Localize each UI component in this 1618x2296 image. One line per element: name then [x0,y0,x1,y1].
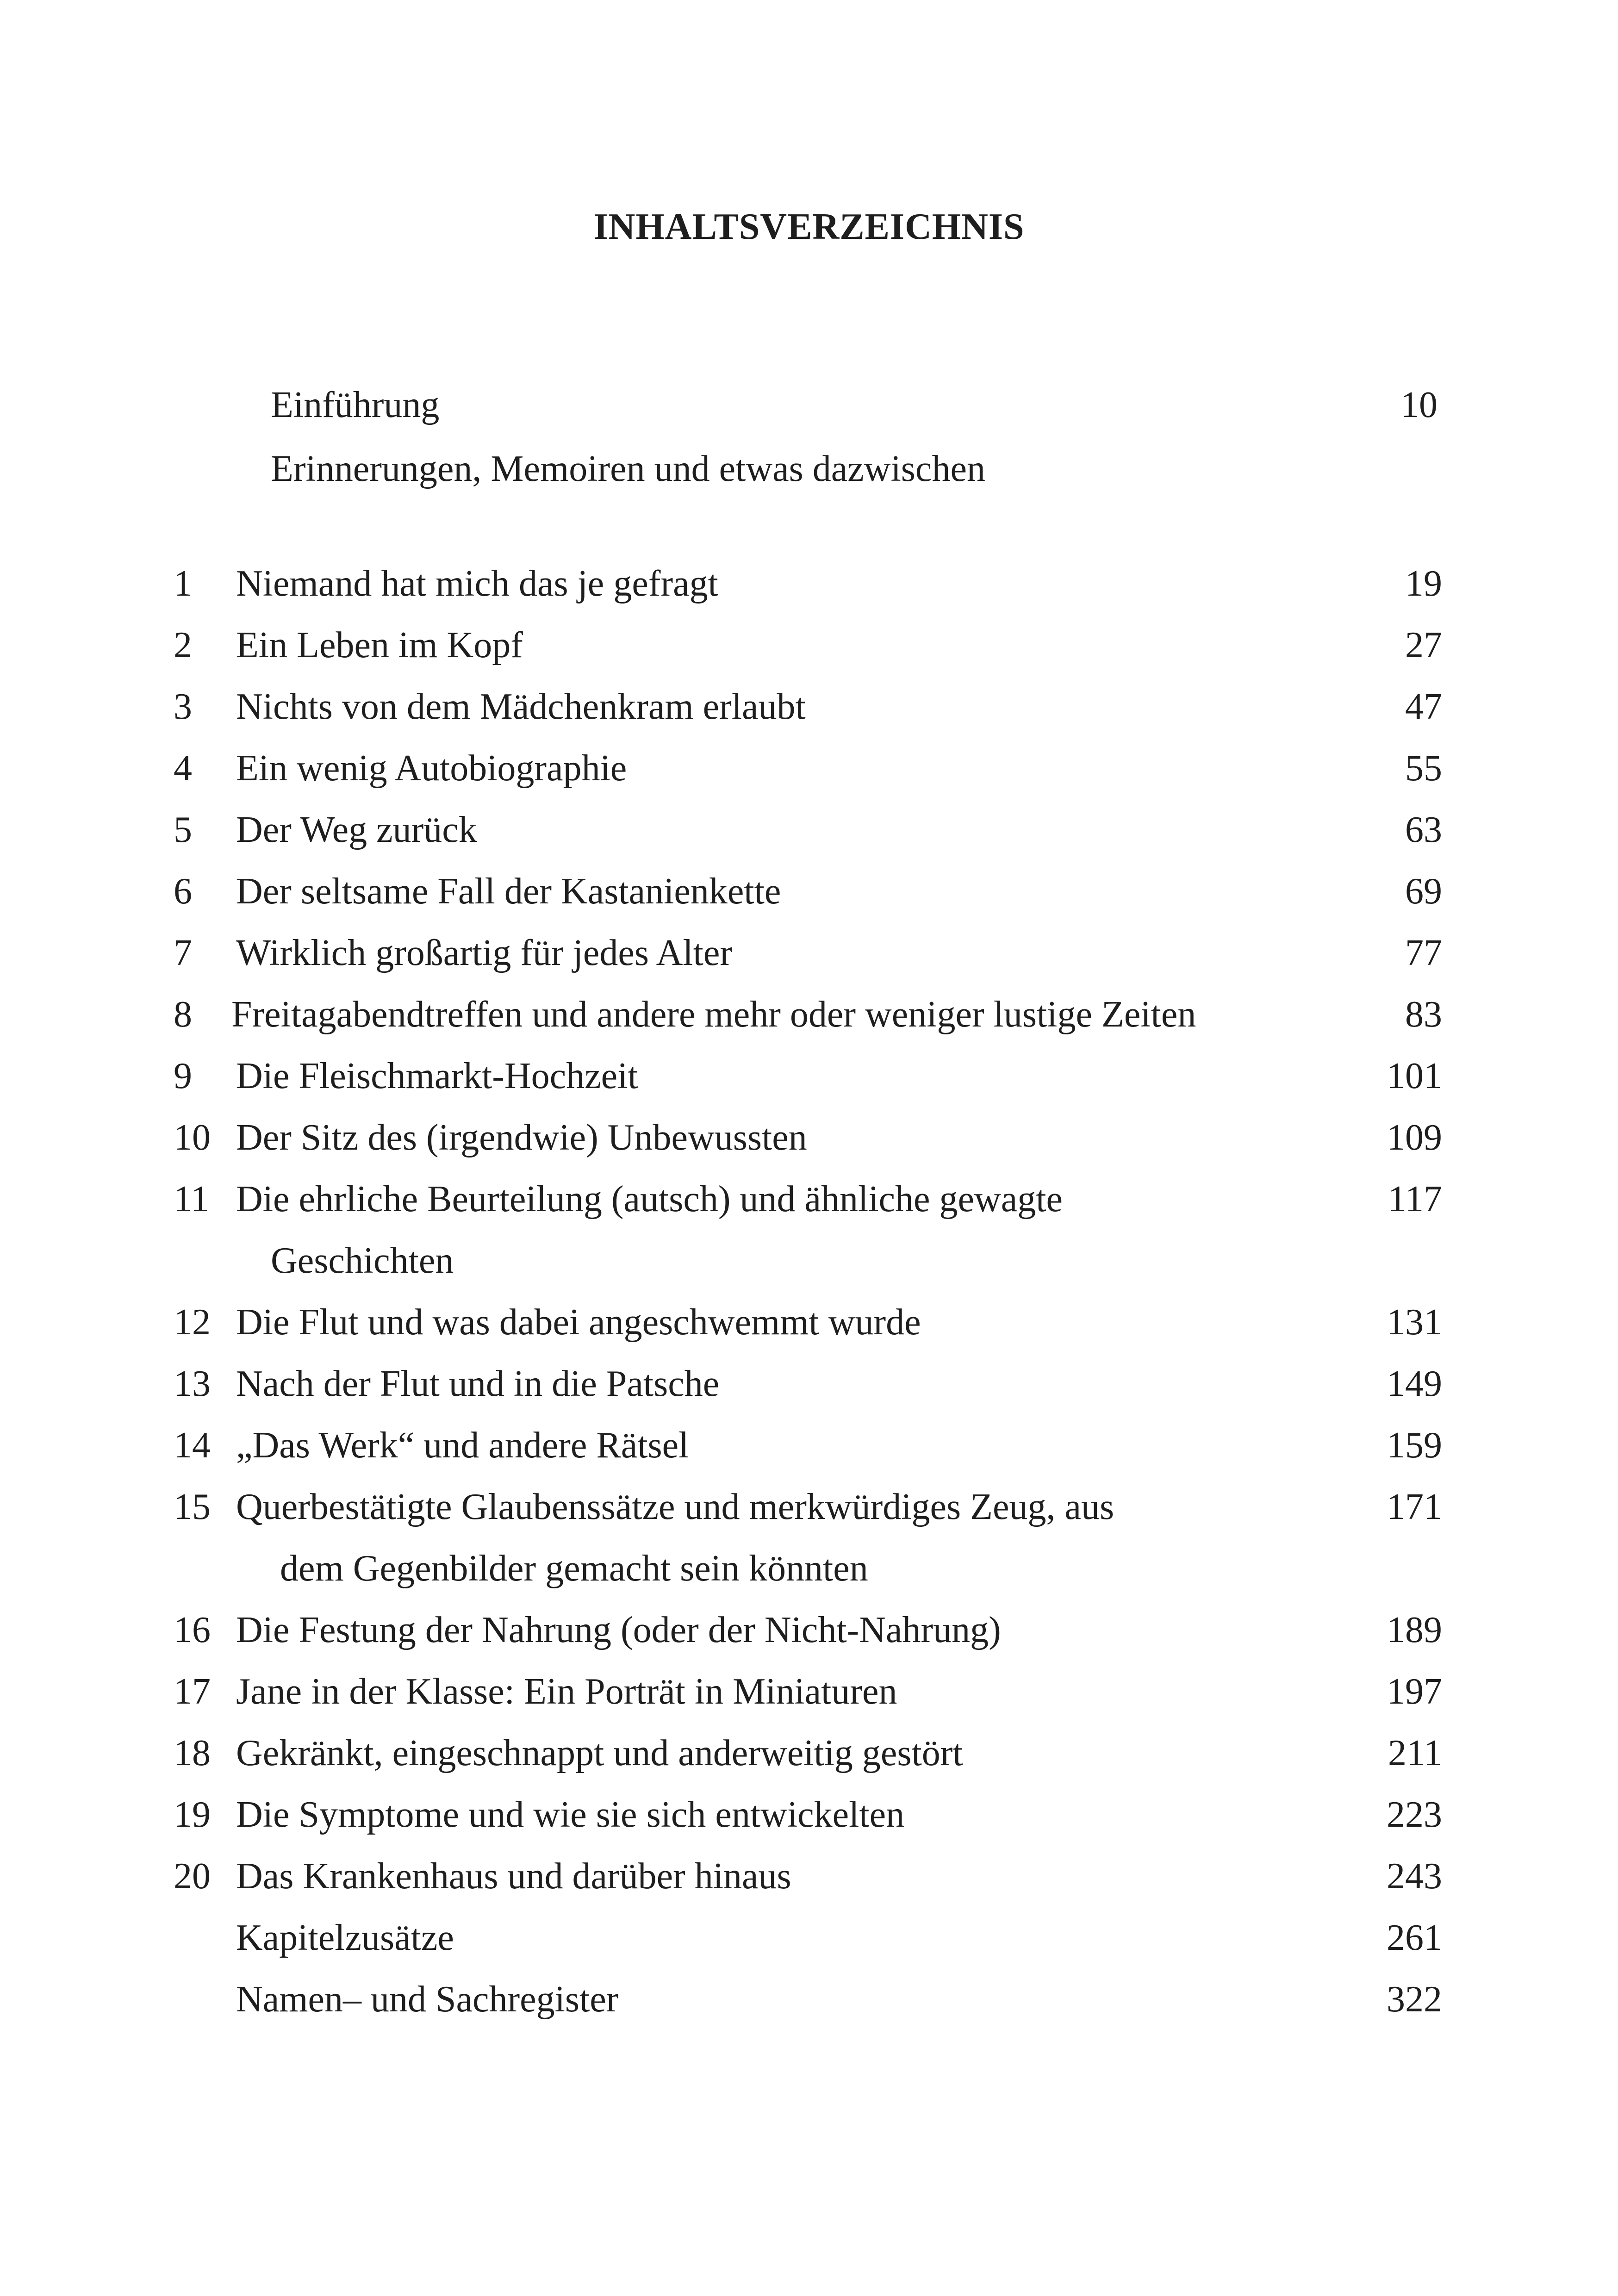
chapter-title: Nichts von dem Mädchenkram erlaubt [236,686,806,727]
toc-entry [0,676,1618,738]
chapter-page-number: 77 [1405,933,1442,973]
chapter-number: 7 [174,933,192,973]
chapter-number: 18 [174,1733,211,1773]
chapter-title-continuation: Geschichten [271,1240,454,1281]
chapter-title: Gekränkt, eingeschnappt und anderweitig gestört [236,1733,963,1773]
chapter-number: 19 [174,1794,211,1835]
toc-entry [0,1353,1618,1415]
toc-entry [0,1292,1618,1353]
chapter-page-number: 109 [1387,1117,1442,1158]
intro-subtitle: Erinnerungen, Memoiren und etwas dazwischen [271,448,985,489]
chapter-page-number: 101 [1387,1056,1442,1096]
toc-entry [0,1169,1618,1292]
chapter-number: 16 [174,1610,211,1650]
chapter-page-number: 189 [1387,1610,1442,1650]
chapter-title: Jane in der Klasse: Ein Porträt in Miniaturen [236,1671,897,1712]
intro-title: Einführung [271,385,440,425]
chapter-number: 14 [174,1425,211,1466]
chapter-title: Wirklich großartig für jedes Alter [236,933,732,973]
toc-entry [0,1107,1618,1169]
toc-entry [0,1661,1618,1723]
chapter-page-number: 149 [1387,1363,1442,1404]
chapter-title-continuation: dem Gegenbilder gemacht sein könnten [280,1548,868,1589]
toc-entry [0,553,1618,615]
chapter-title: Ein Leben im Kopf [236,625,523,666]
chapter-page-number: 223 [1387,1794,1442,1835]
chapter-page-number: 69 [1405,871,1442,912]
chapter-page-number: 197 [1387,1671,1442,1712]
chapter-page-number: 19 [1405,563,1442,604]
toc-entry [0,984,1618,1045]
chapter-title: Die Symptome und wie sie sich entwickelten [236,1794,905,1835]
toc-entry [0,922,1618,984]
chapter-page-number: 47 [1405,686,1442,727]
chapter-number: 4 [174,748,192,789]
chapter-number: 1 [174,563,192,604]
toc-entry [0,1907,1618,1969]
toc-entry [0,1415,1618,1476]
chapter-number: 2 [174,625,192,666]
chapter-number: 5 [174,809,192,850]
toc-entry [0,1969,1618,2030]
chapter-number: 17 [174,1671,211,1712]
page-title: INHALTSVERZEICHNIS [593,206,1025,247]
chapter-page-number: 159 [1387,1425,1442,1466]
chapter-title: Freitagabendtreffen und andere mehr oder weniger lustige Zeiten [231,994,1196,1035]
chapter-page-number: 131 [1387,1302,1442,1343]
toc-entry [0,799,1618,861]
chapter-number: 12 [174,1302,211,1343]
intro-page-number: 10 [1400,385,1438,425]
chapter-number: 13 [174,1363,211,1404]
chapter-page-number: 117 [1388,1179,1442,1220]
chapter-title: Das Krankenhaus und darüber hinaus [236,1856,791,1897]
chapter-title: Der Weg zurück [236,809,477,850]
index-page-number: 322 [1387,1979,1442,2020]
chapter-title: Der Sitz des (irgendwie) Unbewussten [236,1117,807,1158]
chapter-title: Die Fleischmarkt-Hochzeit [236,1056,638,1096]
intro-entry [0,382,1618,502]
chapter-number: 10 [174,1117,211,1158]
chapter-title: Die Festung der Nahrung (oder der Nicht-Nahrung) [236,1610,1001,1650]
chapter-number: 3 [174,686,192,727]
chapter-title: Die Flut und was dabei angeschwemmt wurde [236,1302,921,1343]
chapter-page-number: 27 [1405,625,1442,666]
chapter-number: 11 [174,1179,210,1220]
chapter-title: Der seltsame Fall der Kastanienkette [236,871,781,912]
chapter-page-number: 55 [1405,748,1442,789]
chapter-number: 20 [174,1856,211,1897]
toc-entry [0,1784,1618,1846]
toc-entry [0,861,1618,922]
chapter-title: Querbestätigte Glaubenssätze und merkwürdiges Zeug, aus [236,1487,1114,1527]
toc-entry [0,1045,1618,1107]
toc-entry [0,1599,1618,1661]
chapter-page-number: 83 [1405,994,1442,1035]
appendix-title: Kapitelzusätze [236,1917,454,1958]
index-title: Namen– und Sachregister [236,1979,619,2020]
chapter-number: 9 [174,1056,192,1096]
chapter-page-number: 211 [1388,1733,1442,1773]
chapter-number: 8 [174,994,192,1035]
appendix-page-number: 261 [1387,1917,1442,1958]
chapter-page-number: 171 [1387,1487,1442,1527]
toc-entry [0,1476,1618,1599]
chapter-page-number: 63 [1405,809,1442,850]
chapter-title: „Das Werk“ und andere Rätsel [236,1425,689,1466]
chapter-title: Nach der Flut und in die Patsche [236,1363,720,1404]
chapter-title: Die ehrliche Beurteilung (autsch) und ähnliche gewagte [236,1179,1063,1220]
toc-entry [0,1846,1618,1907]
toc-entries [0,553,1618,2030]
chapter-number: 6 [174,871,192,912]
chapter-title: Niemand hat mich das je gefragt [236,563,718,604]
chapter-number: 15 [174,1487,211,1527]
toc-entry [0,738,1618,799]
toc-entry [0,615,1618,676]
chapter-page-number: 243 [1387,1856,1442,1897]
chapter-title: Ein wenig Autobiographie [236,748,627,789]
toc-entry [0,1723,1618,1784]
